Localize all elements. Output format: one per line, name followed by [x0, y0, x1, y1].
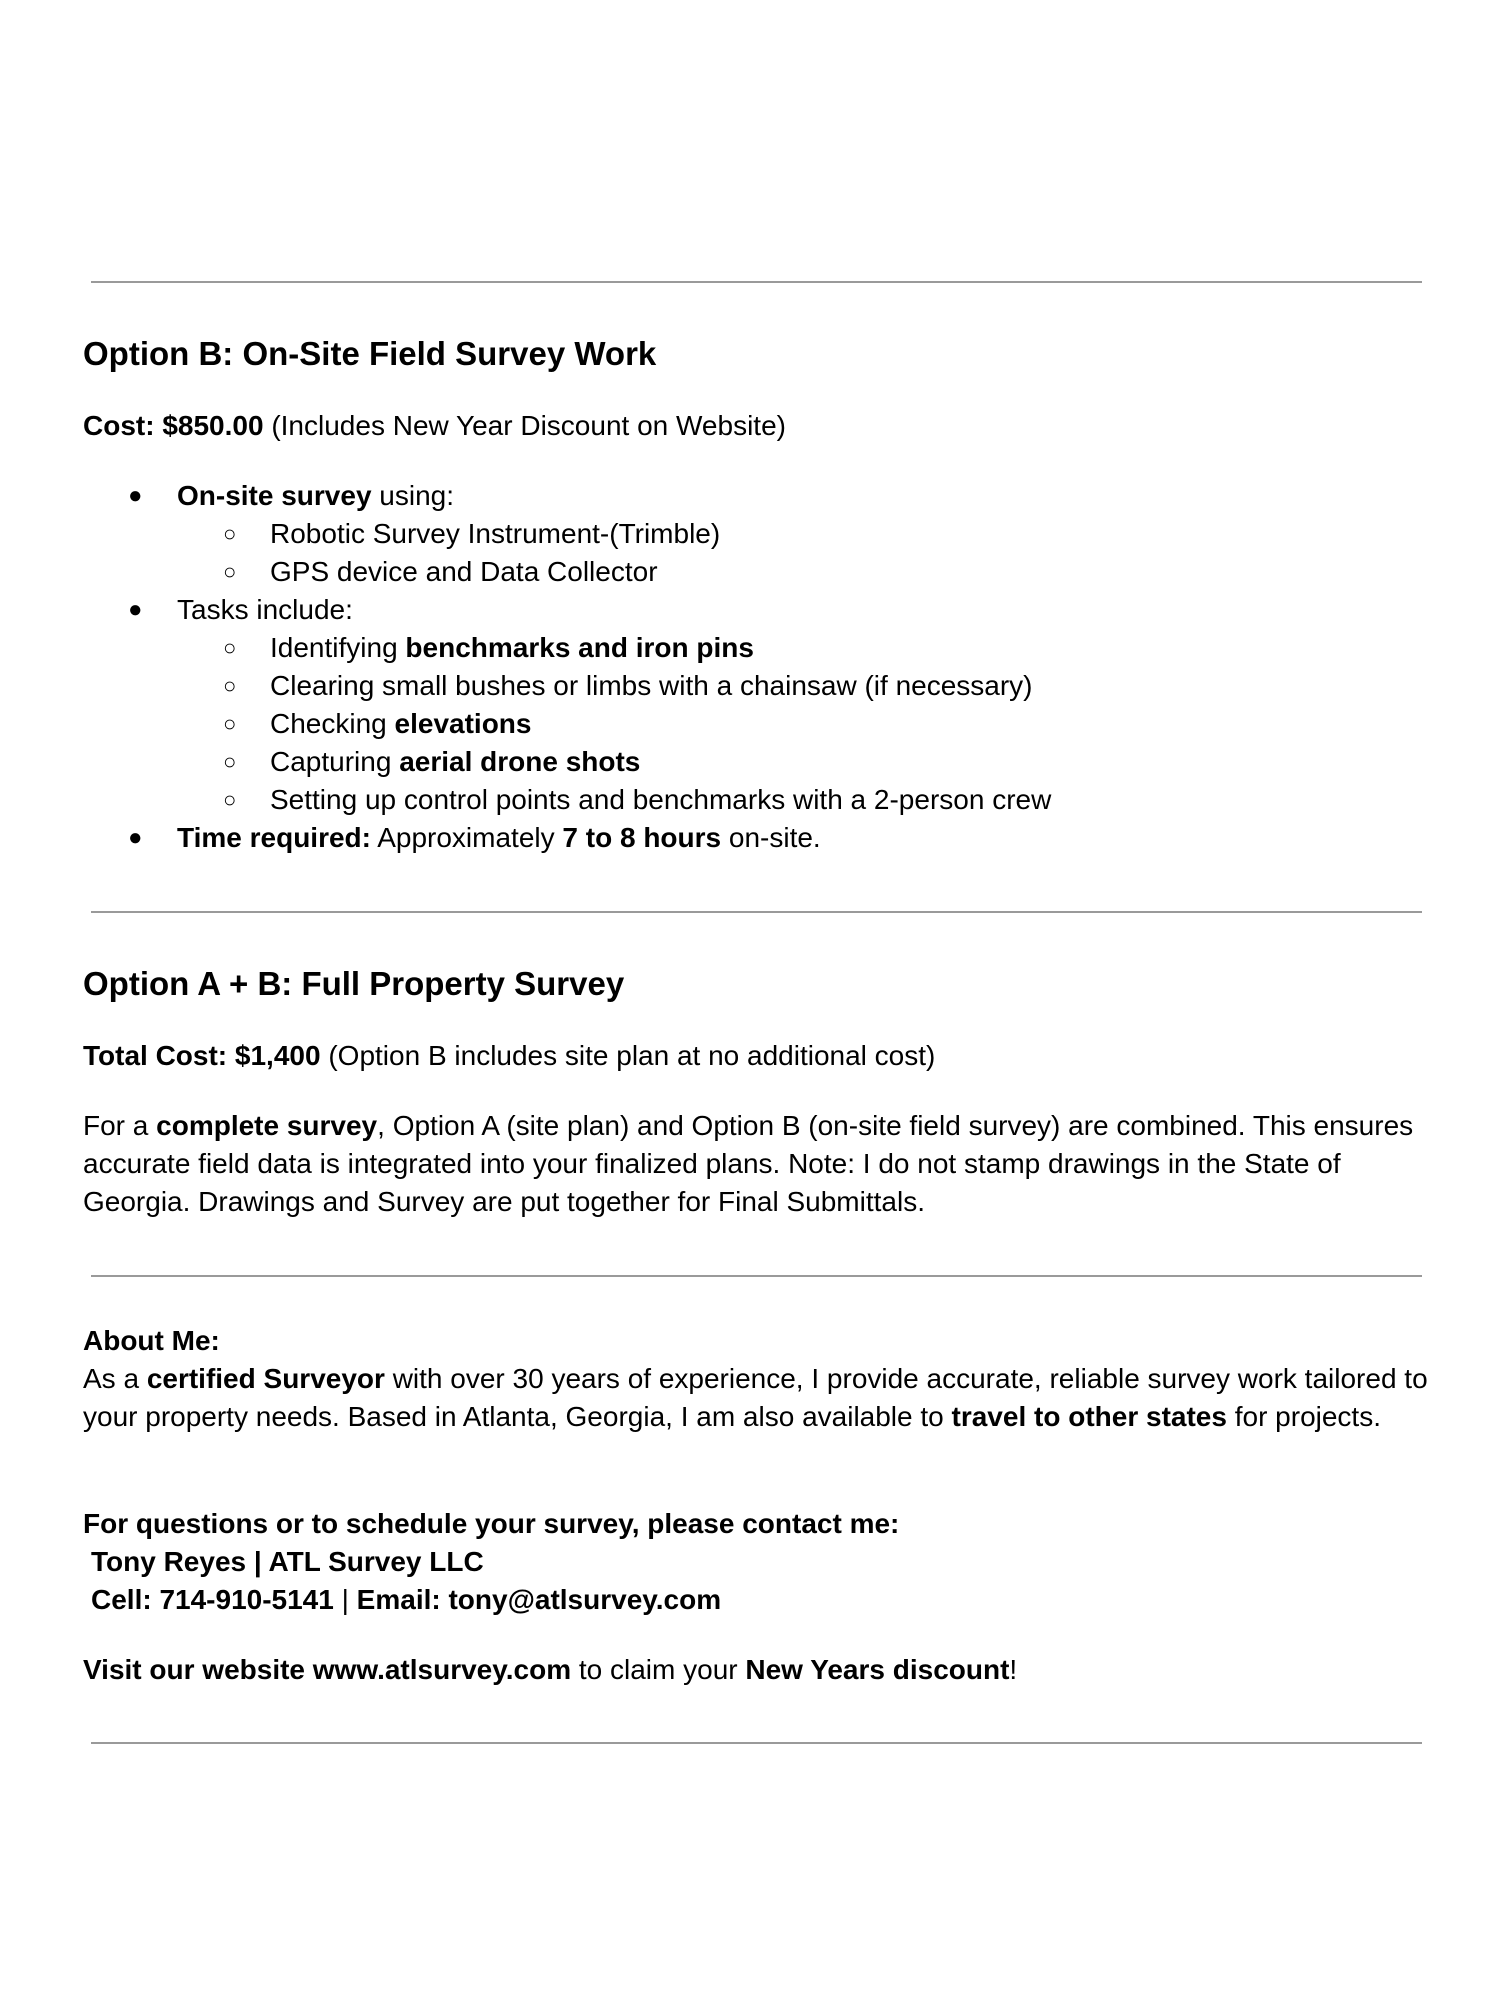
option-ab-cost-note: (Option B includes site plan at no additional cost) [320, 1040, 936, 1071]
option-b-list [0, 477, 1051, 857]
list-item [0, 819, 1051, 857]
about-text: for projects. [1226, 1401, 1381, 1432]
task-bold: aerial drone shots [399, 746, 641, 777]
onsite-sub-item: Robotic Survey Instrument-(Trimble) [270, 518, 721, 549]
onsite-label: On-site survey [177, 480, 372, 511]
about-bold: travel to other states [951, 1401, 1227, 1432]
bullet-icon: ● [128, 596, 143, 623]
bullet-icon: ● [128, 824, 143, 851]
bullet-icon: ● [128, 482, 143, 509]
divider-top [91, 281, 1422, 283]
website-line [83, 1651, 1017, 1689]
list-item [0, 477, 1051, 591]
time-text: Approximately [370, 822, 563, 853]
circle-bullet-icon: ○ [223, 787, 237, 812]
website-link: Visit our website www.atlsurvey.com [83, 1654, 572, 1685]
option-b-cost [83, 407, 786, 445]
about-paragraph [83, 1360, 1433, 1436]
circle-bullet-icon: ○ [223, 559, 237, 584]
circle-bullet-icon: ○ [223, 635, 237, 660]
task-text: Capturing [270, 746, 400, 777]
about-heading: About Me: [83, 1325, 220, 1356]
option-ab-description [83, 1107, 1433, 1221]
list-item [177, 705, 1051, 743]
onsite-sub-item: GPS device and Data Collector [270, 556, 658, 587]
website-end: ! [1009, 1654, 1018, 1685]
circle-bullet-icon: ○ [223, 711, 237, 736]
onsite-rest: using: [371, 480, 455, 511]
list-item [177, 743, 1051, 781]
contact-email: Email: tony@atlsurvey.com [356, 1584, 722, 1615]
list-item [177, 515, 1051, 553]
task-text: Checking [270, 708, 395, 739]
contact-separator: | [333, 1584, 357, 1615]
about-text: with over 30 years of experience, I provide accurate, reliable survey work tailored to your property needs. Based in Atlanta, Georgia, I am also available to [83, 1363, 1428, 1432]
website-text: to claim your [571, 1654, 746, 1685]
option-ab-cost-label: Total Cost: $1,400 [83, 1040, 321, 1071]
time-text-end: on-site. [721, 822, 821, 853]
circle-bullet-icon: ○ [223, 521, 237, 546]
list-item [177, 667, 1051, 705]
para-bold: complete survey [156, 1110, 378, 1141]
para-text-rest: , Option A (site plan) and Option B (on-site field survey) are combined. This ensures accurate field data is integrated into your finalized plans. Note: I do not stamp drawings in the State of Georgia. Drawings and Survey are put together for Final Submittals. [83, 1110, 1414, 1217]
contact-phone: Cell: 714-910-5141 [91, 1584, 334, 1615]
contact-intro: For questions or to schedule your survey, please contact me: [83, 1508, 900, 1539]
option-ab-cost [83, 1037, 935, 1075]
divider-after-option-ab [91, 1275, 1422, 1277]
list-item [0, 591, 1051, 819]
option-b-cost-note: (Includes New Year Discount on Website) [263, 410, 786, 441]
task-bold: benchmarks and iron pins [405, 632, 754, 663]
circle-bullet-icon: ○ [223, 749, 237, 774]
contact-name: Tony Reyes | ATL Survey LLC [91, 1546, 484, 1577]
option-b-cost-label: Cost: $850.00 [83, 410, 264, 441]
task-text: Clearing small bushes or limbs with a chainsaw (if necessary) [270, 670, 1033, 701]
task-bold: elevations [394, 708, 532, 739]
option-ab-heading: Option A + B: Full Property Survey [83, 965, 625, 1002]
tasks-sublist [177, 629, 1051, 819]
about-bold: certified Surveyor [146, 1363, 385, 1394]
list-item [177, 781, 1051, 819]
para-text: For a [83, 1110, 157, 1141]
circle-bullet-icon: ○ [223, 673, 237, 698]
list-item [177, 629, 1051, 667]
contact-details [91, 1581, 721, 1619]
task-text: Setting up control points and benchmarks with a 2-person crew [270, 784, 1052, 815]
list-item [177, 553, 1051, 591]
time-hours: 7 to 8 hours [562, 822, 722, 853]
tasks-label: Tasks include: [177, 594, 353, 625]
task-text: Identifying [270, 632, 406, 663]
divider-after-option-b [91, 911, 1422, 913]
option-b-heading: Option B: On-Site Field Survey Work [83, 335, 657, 372]
divider-bottom [91, 1742, 1422, 1744]
onsite-sublist [177, 515, 1051, 591]
website-discount: New Years discount [745, 1654, 1010, 1685]
about-text: As a [83, 1363, 147, 1394]
time-label: Time required: [177, 822, 371, 853]
